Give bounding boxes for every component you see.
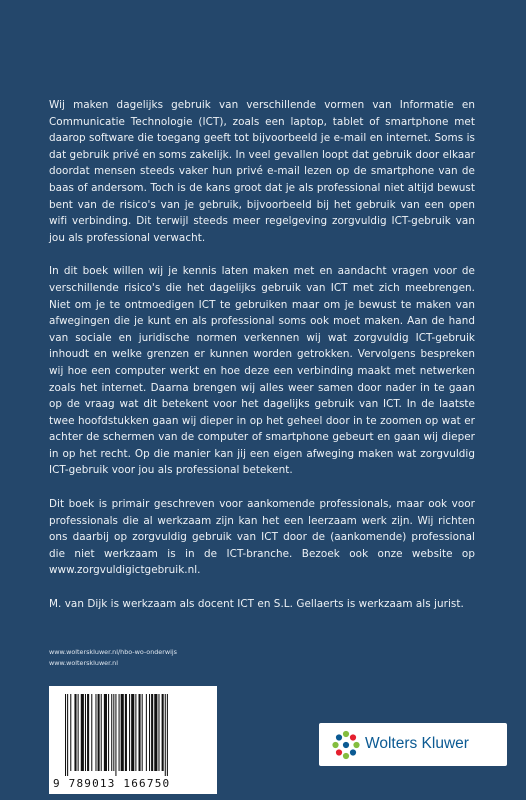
barcode-bars (63, 694, 203, 776)
barcode-bar (125, 694, 127, 771)
barcode-bar (154, 694, 157, 771)
blurb-paragraph-intro: Wij maken dagelijks gebruik van verschillende vormen van Informatie en Communicatie Technologie (ICT), zoals een laptop, tablet of smartphone met daarop software die toegang geeft tot bijvoorbeeld je e-mail en internet. Soms is dat gebruik privé en soms zakelijk. In veel gevallen loopt dat gebruik door elkaar doordat mensen steeds vaker hun privé e-mail lezen op de smartphone van de baas of andersom. Toch is de kans groot dat je als professional niet altijd bewust bent van de risico's van je gebruik, bijvoorbeeld bij het gebruik van een open wifi verbinding. Dit terwijl steeds meer regelgeving zorgvuldig ICT-gebruik van jou als professional verwacht. (49, 99, 475, 244)
publisher-name: Wolters Kluwer (365, 735, 469, 752)
barcode-bar (95, 694, 96, 771)
url-education-link[interactable]: www.wolterskluwer.nl/hbo-wo-onderwijs (49, 648, 177, 656)
barcode-bar (151, 694, 153, 771)
blurb-text (49, 97, 475, 630)
barcode-bar (167, 694, 168, 776)
wolters-kluwer-logo-icon (331, 730, 361, 760)
barcode-bar (142, 694, 143, 771)
blurb-paragraph-content: In dit boek willen wij je kennis laten maken met en aandacht vragen voor de verschillende risico's die het dagelijks gebruik van ICT met zich meebrengen. Niet om je te ontmoedigen ICT te gebruiken maar om je bewust te maken van afwegingen die je kunt en als professional soms ook moet maken. Aan de hand van sociale en juridische normen verkennen wij wat zorgvuldig ICT-gebruik inhoudt en welke grenzen er kunnen worden getrokken. Vervolgens bespreken wij hoe een computer werkt en hoe deze een verbinding maakt met netwerken zoals het internet. Daarna brengen wij alles weer samen door nader in te gaan op de vraag wat dit betekent voor het dagelijks gebruik van ICT. In de laatste twee hoofdstukken gaan wij dieper in op het geheel door in te zoomen op wat er achter de schermen van de computer of smartphone gebeurt en gaan wij dieper in op het recht. Op die manier kan jij een eigen afweging maken wat zorgvuldig ICT-gebruik voor jou als professional betekent. (49, 265, 475, 477)
barcode-bar (119, 694, 120, 771)
barcode-bar (149, 694, 150, 771)
publisher-urls (49, 647, 177, 668)
barcode-bar (121, 694, 124, 771)
isbn-digits: 9 789013 166750 (53, 777, 171, 790)
barcode-bar (158, 694, 159, 771)
barcode-bar (87, 694, 89, 771)
barcode-bar (65, 694, 66, 776)
barcode-bar (91, 694, 92, 771)
blurb-paragraph-authors: M. van Dijk is werkzaam als docent ICT en S.L. Gellaerts is werkzaam als jurist. (49, 598, 464, 611)
barcode-bar (139, 694, 141, 771)
url-home-link[interactable]: www.wolterskluwer.nl (49, 658, 119, 667)
barcode-bar (67, 694, 68, 776)
barcode-bar (98, 694, 100, 771)
barcode-bar (135, 694, 136, 771)
barcode-bar (165, 694, 166, 776)
publisher-logo (319, 723, 507, 766)
isbn-barcode (49, 686, 217, 794)
barcode-bar (113, 694, 114, 771)
blurb-paragraph-audience: Dit boek is primair geschreven voor aankomende professionals, maar ook voor professionals die al werkzaam zijn kan het een leerzaam werk zijn. Wij richten ons daarbij op zorgvuldig gebruik van ICT door de (aankomende) professional die niet werkzaam is in de ICT-branche. Bezoek ook onze website op www.zorgvuldigictgebruik.nl. (49, 498, 475, 577)
barcode-bar (81, 694, 84, 771)
barcode-bar (85, 694, 86, 771)
barcode-bar (74, 694, 76, 771)
barcode-bar (108, 694, 109, 771)
barcode-bar (129, 694, 130, 771)
barcode-bar (162, 694, 164, 771)
barcode-bar (111, 694, 112, 771)
barcode-bar (70, 694, 71, 771)
barcode-bar (78, 694, 79, 771)
barcode-bar (104, 694, 107, 771)
barcode-bar (146, 694, 147, 771)
barcode-bar (101, 694, 102, 771)
barcode-bar (131, 694, 134, 771)
barcode-bar (115, 694, 116, 776)
